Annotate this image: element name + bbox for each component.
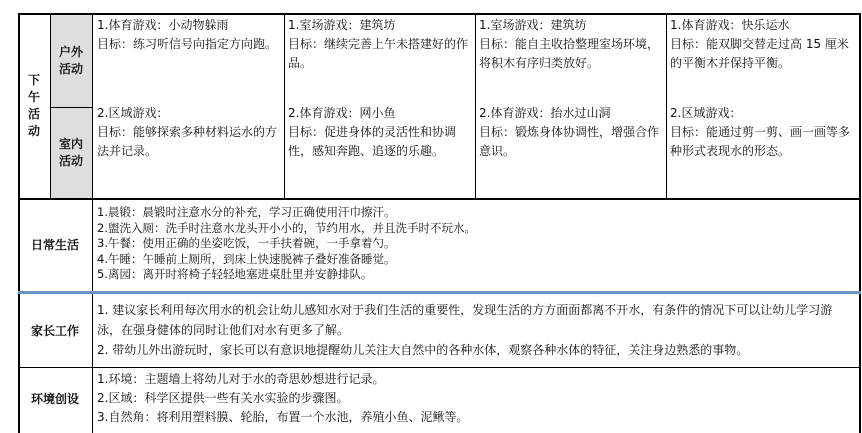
grid-line: [859, 14, 861, 433]
grid-line: [92, 14, 93, 433]
environment-item: 1.环境：主题墙上将幼儿对于水的奇思妙想进行记录。: [97, 372, 385, 386]
grid-line: [18, 14, 20, 433]
grid-line: [475, 14, 476, 198]
daily-life-item: 4.午睡：午睡前上厕所，到床上快速脱裤子叠好准备睡觉。: [97, 251, 396, 266]
activity-col-3-top: 1.室场游戏：建筑坊 目标：能自主收拾整理室场环境，将积木有序归类放好。: [479, 18, 660, 70]
daily-life-item: 5.离园：离开时将椅子轻轻地塞进桌肚里并安静排队。: [97, 267, 373, 281]
section-divider: [18, 291, 861, 294]
afternoon-label-text: 下午活动: [27, 73, 40, 138]
daily-life-item: 2.盥洗入厕：洗手时注意水龙头开小小的，节约用水，并且洗手时不玩水。: [97, 220, 476, 235]
daily-life-item: 1.晨锻：晨锻时注意水分的补充，学习正确使用汗巾擦汗。: [97, 205, 396, 219]
grid-line: [50, 14, 51, 198]
activity-col-1-bottom: 2.区域游戏： 目标：能够探索多种材料运水的方法并记录。: [97, 106, 278, 158]
afternoon-label: [18, 14, 50, 198]
grid-line: [666, 14, 667, 198]
grid-line: [50, 107, 93, 108]
grid-line: [284, 14, 285, 198]
indoor-label: 室内活动: [58, 136, 83, 168]
environment-item: 3.自然角：将利用塑料膜、轮胎，布置一个水池，养殖小鱼、泥鳅等。: [97, 410, 469, 424]
environment-item: 2.区域：科学区提供一些有关水实验的步骤图。: [97, 391, 349, 405]
parents-content: [97, 300, 855, 360]
daily-life-label: 日常生活: [30, 237, 79, 252]
activity-col-2-top: 1.室场游戏：建筑坊 目标：继续完善上午未搭建好的作品。: [288, 18, 469, 70]
activity-col-3-bottom: 2.体育游戏：抬水过山洞 目标：锻炼身体协调性，增强合作意识。: [479, 106, 660, 158]
daily-life-item: 3.午餐：使用正确的坐姿吃饭，一手扶着碗，一手拿着勺。: [97, 236, 396, 250]
parents-item-2: 2. 带幼儿外出游玩时，家长可以有意识地提醒幼儿关注大自然中的各种水体，观察各种水体的特征，关注身边熟悉的事物。: [97, 343, 749, 357]
grid-line: [18, 13, 861, 15]
grid-line: [18, 367, 861, 368]
activity-col-4-bottom: 2.区域游戏： 目标：能通过剪一剪、画一画等多种形式表现水的形态。: [670, 106, 851, 158]
environment-list: [97, 370, 855, 427]
grid-line: [18, 198, 861, 200]
outdoor-label: 户外活动: [58, 44, 83, 76]
activity-col-2-bottom: 2.体育游戏：网小鱼 目标：促进身体的灵活性和协调性，感知奔跑、追逐的乐趣。: [288, 106, 457, 158]
activity-col-1-top: 1.体育游戏：小动物躲雨 目标：练习听信号向指定方向跑。: [97, 18, 278, 51]
daily-life-list: [97, 205, 857, 283]
environment-label: 环境创设: [30, 391, 79, 406]
parents-label: 家长工作: [30, 323, 79, 338]
parents-item-1: 1. 建议家长利用每次用水的机会让幼儿感知水对于我们生活的重要性，发现生活的方方面面都离不开水，有条件的情况下可以让幼儿学习游泳，在强身健体的同时让他们对水有更多了解。: [97, 303, 833, 337]
activity-col-4-top: 1.体育游戏：快乐运水 目标：能双脚交替走过高 15 厘米的平衡木并保持平衡。: [670, 18, 849, 70]
